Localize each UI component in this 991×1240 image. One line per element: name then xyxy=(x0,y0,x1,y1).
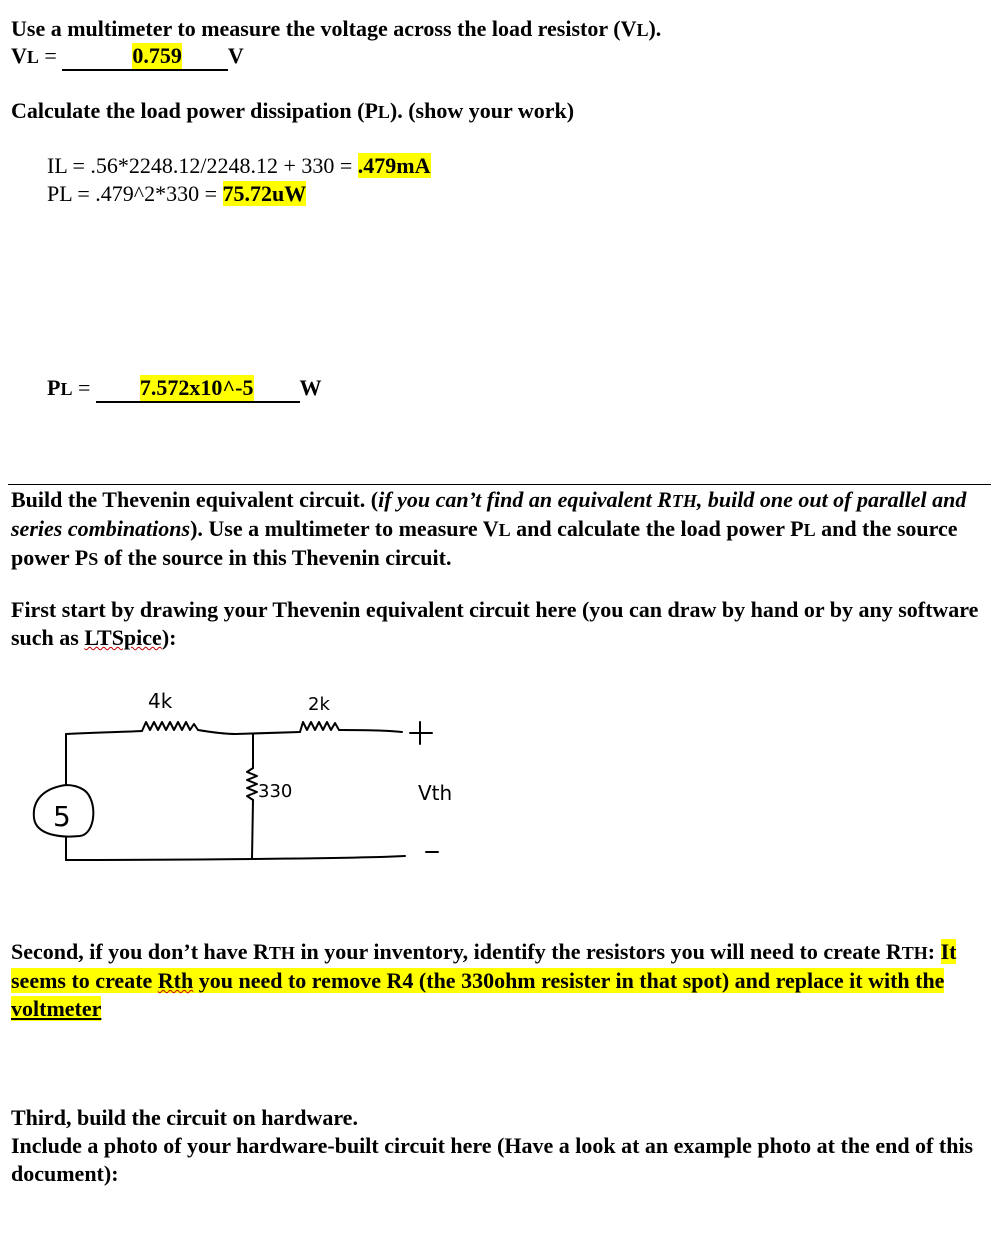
top-wire-right xyxy=(339,730,402,732)
pl-answer-line: PL = 7.572x10^-5 W xyxy=(47,375,322,403)
pl-value: 7.572x10^-5 xyxy=(140,375,254,403)
vl-answer-line: VL = 0.759 V xyxy=(11,43,244,71)
thevenin-instruction: Build the Thevenin equivalent circuit. (if you can’t find an equivalent RTH, build one out of parallel and series combinations). Use a multimeter to measure VL and calculate the load power PL and the source power PS of the source in this Thevenin circuit. xyxy=(11,487,967,570)
vl-instruction: Use a multimeter to measure the voltage across the load resistor (VL). xyxy=(11,16,662,41)
horizontal-divider xyxy=(8,484,991,485)
hardware-step: Third, build the circuit on hardware. xyxy=(11,1105,358,1130)
ltspice-link: LTSpice xyxy=(84,625,162,650)
pl-result: 75.72uW xyxy=(222,181,307,206)
vth-label: Vth xyxy=(418,781,453,805)
r3-label: 330 xyxy=(258,781,293,802)
rth-instruction: Second, if you don’t have RTH in your inventory, identify the resistors you will need to create RTH: It seems to create Rth you need to remove R4 (the 330ohm resister in that spot) and replace it with the voltmeter xyxy=(11,939,957,1021)
pl-instruction: Calculate the load power dissipation (PL). (show your work) xyxy=(11,98,575,123)
rth-link: Rth xyxy=(157,968,194,993)
pl-formula: PL = .479^2*330 = 75.72uW xyxy=(47,181,307,206)
il-formula: IL = .56*2248.12/2248.12 + 330 = .479mA xyxy=(47,153,431,178)
source-label: 5 xyxy=(53,800,71,833)
il-result: .479mA xyxy=(357,153,431,178)
resistor-330 xyxy=(247,768,257,800)
draw-instruction: First start by drawing your Thevenin equivalent circuit here (you can draw by hand or by any software such as LTSpice): xyxy=(11,597,979,650)
photo-instruction: Include a photo of your hardware-built circuit here (Have a look at an example photo at the end of this document): xyxy=(11,1133,974,1186)
top-wire-left xyxy=(66,731,142,734)
r2-label: 2k xyxy=(308,694,330,715)
circuit-drawing xyxy=(0,660,520,880)
wire-below-330 xyxy=(252,800,253,859)
junction-wire xyxy=(236,732,300,734)
resistor-2k xyxy=(300,722,339,732)
voltmeter-link: voltmeter xyxy=(11,996,102,1021)
bottom-wire xyxy=(66,856,405,860)
plus-terminal xyxy=(410,722,432,744)
resistor-4k xyxy=(142,722,198,731)
r1-label: 4k xyxy=(148,689,173,713)
rth-answer: It seems to create Rth you need to remove R4 (the 330ohm resister in that spot) and replace it with the voltmeter xyxy=(11,939,957,1021)
top-wire-mid xyxy=(198,730,236,734)
vl-value: 0.759 xyxy=(132,43,182,71)
